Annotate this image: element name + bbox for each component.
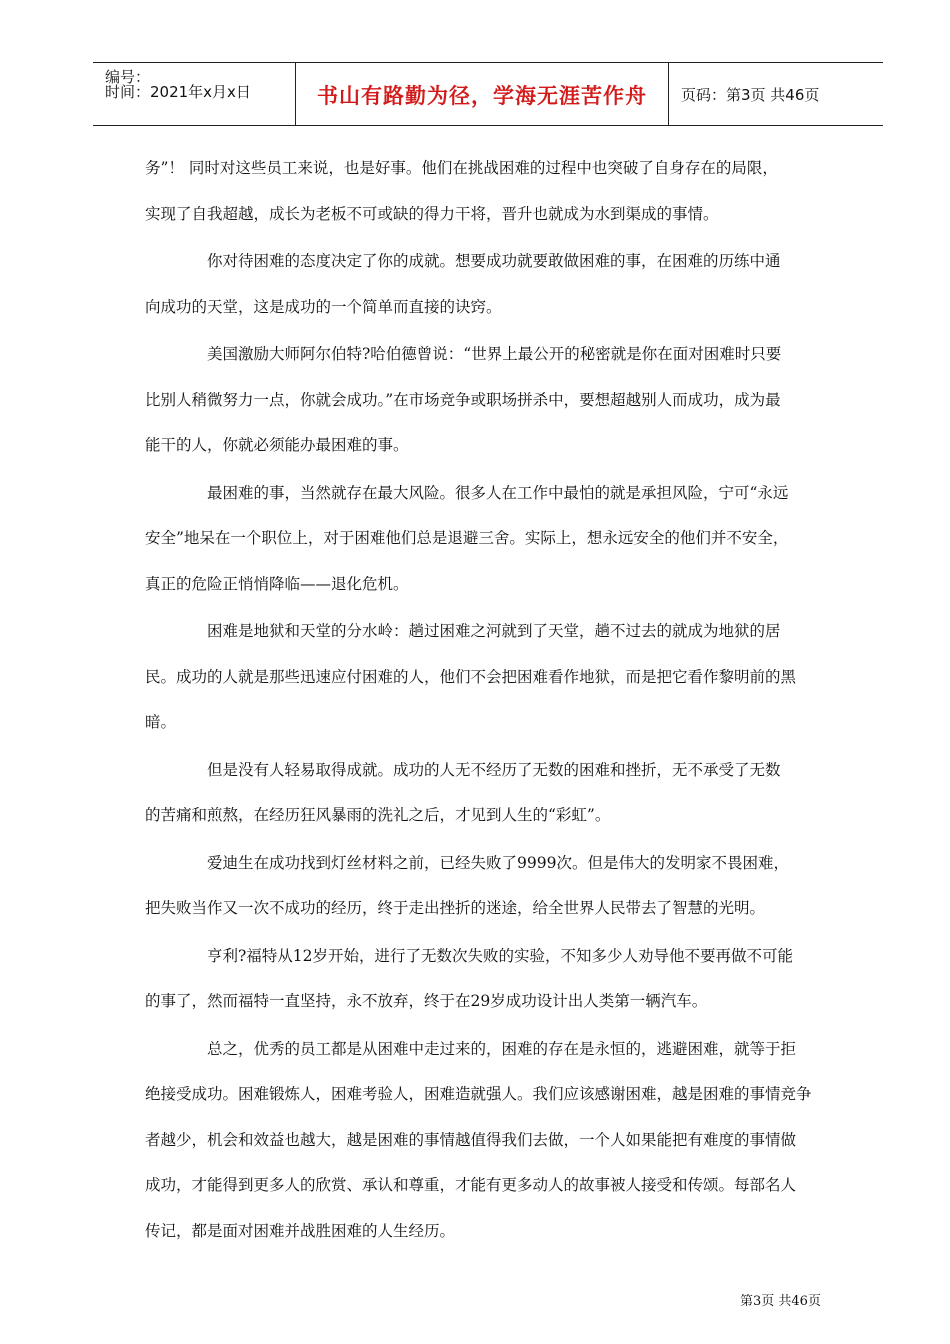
header-page-number: 页码：第3页 共46页: [681, 86, 820, 104]
text-line: 把失败当作又一次不成功的经历，终于走出挫折的迷途，给全世界人民带去了智慧的光明。: [145, 899, 766, 917]
page-header: [93, 62, 883, 126]
paragraph: [145, 471, 835, 608]
paragraph: [145, 934, 835, 1025]
text-line: 的苦痛和煎熬，在经历狂风暴雨的洗礼之后，才见到人生的“彩虹”。: [145, 806, 611, 824]
text-line: 者越少，机会和效益也越大，越是困难的事情越值得我们去做，一个人如果能把有难度的事情做: [145, 1130, 797, 1149]
paragraph: [145, 146, 835, 237]
motto-text: 书山有路勤为径，学海无涯苦作舟: [317, 84, 647, 108]
document-body: [145, 146, 835, 1256]
paragraph: [145, 239, 835, 330]
text-line: 亨利?福特从12岁开始，进行了无数次失败的实验，不知多少人劝导他不要再做不可能: [207, 946, 794, 965]
paragraph: [145, 609, 835, 746]
text-line: 比别人稍微努力一点，你就会成功。”在市场竞争或职场拼杀中，要想超越别人而成功，成为最: [145, 390, 781, 409]
text-line: 成功，才能得到更多人的欣赏、承认和尊重，才能有更多动人的故事被人接受和传颂。每部名人: [145, 1176, 797, 1194]
paragraph: [145, 332, 835, 469]
text-line: 绝接受成功。困难锻炼人，困难考验人，困难造就强人。我们应该感谢困难，越是困难的事情竞争: [145, 1085, 812, 1103]
text-line: 美国激励大师阿尔伯特?哈伯德曾说：“世界上最公开的秘密就是你在面对困难时只要: [207, 345, 782, 363]
text-line: 最困难的事，当然就存在最大风险。很多人在工作中最怕的就是承担风险，宁可“永远: [207, 483, 789, 502]
text-line: 向成功的天堂，这是成功的一个简单而直接的诀窍。: [145, 297, 502, 316]
text-line: 暗。: [145, 713, 177, 731]
text-line: 困难是地狱和天堂的分水岭：趟过困难之河就到了天堂，趟不过去的就成为地狱的居: [207, 622, 781, 640]
text-line: 安全”地呆在一个职位上，对于困难他们总是退避三舍。实际上，想永远安全的他们并不安全，: [145, 529, 789, 547]
text-line: 实现了自我超越，成长为老板不可或缺的得力干将，晋升也就成为水到渠成的事情。: [145, 204, 719, 223]
text-line: 但是没有人轻易取得成就。成功的人无不经历了无数的困难和挫折，无不承受了无数: [207, 760, 781, 779]
text-line: 能干的人，你就必须能办最困难的事。: [145, 436, 409, 454]
date-label: 时间：2021年x月x日: [105, 83, 251, 101]
header-motto-cell: [295, 63, 669, 125]
text-line: 务”！ 同时对这些员工来说，也是好事。他们在挑战困难的过程中也突破了自身存在的局限，: [145, 159, 778, 177]
paragraph: [145, 1027, 835, 1255]
text-line: 爱迪生在成功找到灯丝材料之前，已经失败了9999次。但是伟大的发明家不畏困难，: [207, 853, 789, 872]
paragraph: [145, 748, 835, 839]
header-left-cell: [93, 63, 295, 125]
serial-number-label: 编号：: [105, 68, 151, 86]
text-line: 真正的危险正悄悄降临——退化危机。: [145, 574, 409, 593]
text-line: 你对待困难的态度决定了你的成就。想要成功就要敢做困难的事，在困难的历练中通: [207, 252, 781, 270]
text-line: 民。成功的人就是那些迅速应付困难的人，他们不会把困难看作地狱，而是把它看作黎明前的黑: [145, 667, 797, 686]
footer-page-number: 第3页 共46页: [740, 1294, 821, 1309]
header-right-cell: [669, 63, 883, 125]
paragraph: [145, 841, 835, 932]
text-line: 的事了，然而福特一直坚持，永不放弃，终于在29岁成功设计出人类第一辆汽车。: [145, 992, 708, 1010]
text-line: 总之，优秀的员工都是从困难中走过来的，困难的存在是永恒的，逃避困难，就等于拒: [207, 1039, 797, 1058]
text-line: 传记，都是面对困难并战胜困难的人生经历。: [145, 1221, 456, 1240]
